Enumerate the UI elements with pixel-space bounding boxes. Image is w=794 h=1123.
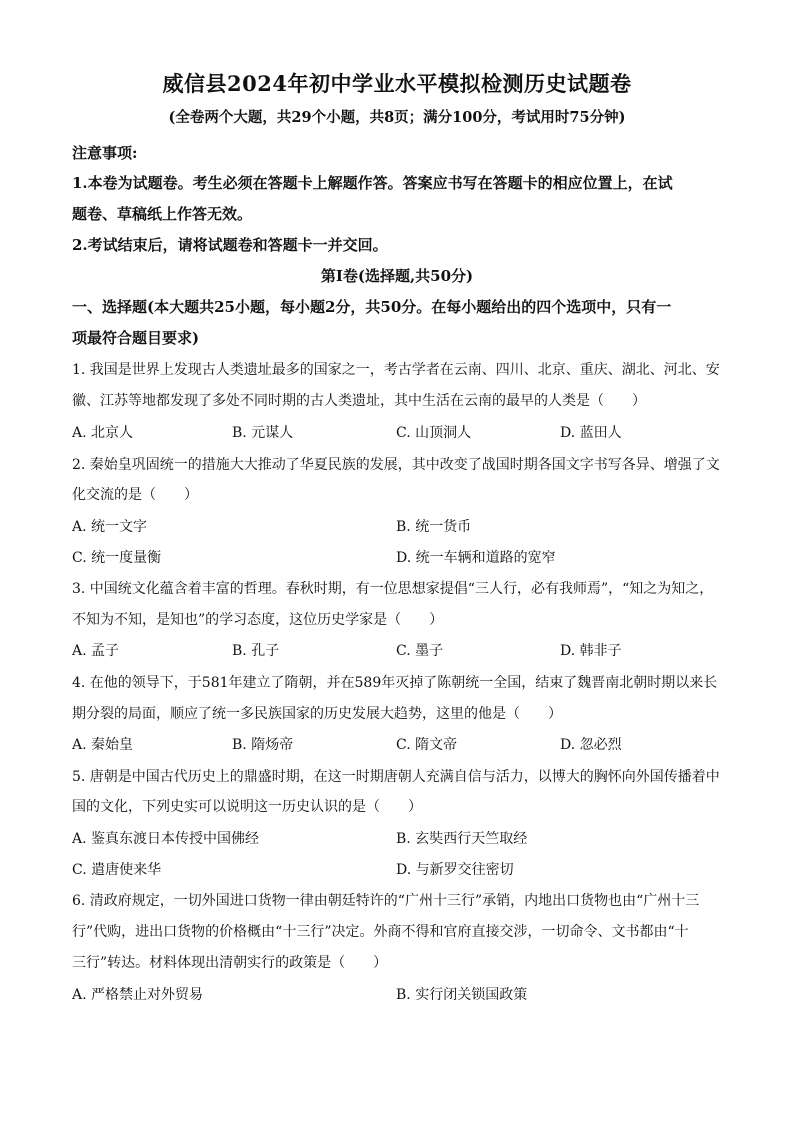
question-5-option-b: B. 玄奘西行天竺取经 xyxy=(396,831,528,847)
question-4-option-d: D. 忽必烈 xyxy=(560,737,622,753)
question-1-line-1: 1. 我国是世界上发现古人类遗址最多的国家之一，考古学者在云南、四川、北京、重庆、湖北、河北、安 xyxy=(72,362,720,378)
question-3-option-a: A. 孟子 xyxy=(72,643,120,659)
section-instruction-line-2: 项最符合题目要求) xyxy=(72,329,200,347)
question-1-option-a: A. 北京人 xyxy=(72,425,134,441)
question-2-option-b: B. 统一货币 xyxy=(396,519,472,535)
question-2-line-2: 化交流的是（ ） xyxy=(72,487,198,503)
question-4-option-a: A. 秦始皇 xyxy=(72,737,134,753)
notice-item-1-line-2: 题卷、草稿纸上作答无效。 xyxy=(72,205,253,223)
section-instruction-line-1: 一、选择题(本大题共25小题，每小题2分，共50分。在每小题给出的四个选项中，只有一 xyxy=(72,298,672,316)
question-1-option-d: D. 蓝田人 xyxy=(560,425,622,441)
question-5-option-a: A. 鉴真东渡日本传授中国佛经 xyxy=(72,831,260,847)
question-6-line-2: 行”代购，进出口货物的价格概由“十三行”决定。外商不得和官府直接交涉，一切命令、文书都由“十 xyxy=(72,924,689,940)
question-3-option-d: D. 韩非子 xyxy=(560,643,622,659)
question-6-option-b: B. 实行闭关锁国政策 xyxy=(396,987,528,1003)
question-5-option-d: D. 与新罗交往密切 xyxy=(396,862,514,878)
question-3-line-1: 3. 中国统文化蕴含着丰富的哲理。春秋时期，有一位思想家提倡“三人行，必有我师焉”，“知之为知之， xyxy=(72,581,714,597)
question-1-option-b: B. 元谋人 xyxy=(232,425,294,441)
question-4-option-b: B. 隋炀帝 xyxy=(232,737,294,753)
exam-title: 威信县2024年初中学业水平模拟检测历史试题卷 xyxy=(162,71,632,96)
question-3-line-2: 不知为不知，是知也”的学习态度，这位历史学家是（ ） xyxy=(72,612,444,628)
question-1-option-c: C. 山顶洞人 xyxy=(396,425,472,441)
question-2-line-1: 2. 秦始皇巩固统一的措施大大推动了华夏民族的发展，其中改变了战国时期各国文字书写各异、增强了文 xyxy=(72,457,720,473)
question-5-option-c: C. 遣唐使来华 xyxy=(72,862,162,878)
question-4-line-1: 4. 在他的领导下，于581年建立了隋朝，并在589年灭掉了陈朝统一全国，结束了魏晋南北朝时期以来长 xyxy=(72,675,718,691)
question-2-option-d: D. 统一车辆和道路的宽窄 xyxy=(396,550,556,566)
question-5-line-2: 国的文化，下列史实可以说明这一历史认识的是（ ） xyxy=(72,799,422,815)
question-2-option-c: C. 统一度量衡 xyxy=(72,550,162,566)
question-5-line-1: 5. 唐朝是中国古代历史上的鼎盛时期，在这一时期唐朝人充满自信与活力，以博大的胸怀向外国传播着中 xyxy=(72,769,720,785)
question-6-option-a: A. 严格禁止对外贸易 xyxy=(72,987,204,1003)
notice-item-2: 2.考试结束后，请将试题卷和答题卡一并交回。 xyxy=(72,236,388,254)
question-6-line-3: 三行”转达。材料体现出清朝实行的政策是（ ） xyxy=(72,955,388,971)
question-3-option-c: C. 墨子 xyxy=(396,643,444,659)
question-4-option-c: C. 隋文帝 xyxy=(396,737,458,753)
question-3-option-b: B. 孔子 xyxy=(232,643,280,659)
notice-heading: 注意事项: xyxy=(72,144,138,162)
question-2-option-a: A. 统一文字 xyxy=(72,519,148,535)
question-6-line-1: 6. 清政府规定，一切外国进口货物一律由朝廷特许的“广州十三行”承销，内地出口货物也由“广州十三 xyxy=(72,893,700,909)
part1-title: 第Ⅰ卷(选择题,共50分) xyxy=(320,267,474,285)
notice-item-1-line-1: 1.本卷为试题卷。考生必须在答题卡上解题作答。答案应书写在答题卡的相应位置上，在试 xyxy=(72,174,673,192)
question-4-line-2: 期分裂的局面，顺应了统一多民族国家的历史发展大趋势，这里的他是（ ） xyxy=(72,706,562,722)
question-1-line-2: 徽、江苏等地都发现了多处不同时期的古人类遗址，其中生活在云南的最早的人类是（ ） xyxy=(72,393,646,409)
exam-subtitle: (全卷两个大题，共29个小题，共8页；满分100分，考试用时75分钟) xyxy=(168,109,626,126)
